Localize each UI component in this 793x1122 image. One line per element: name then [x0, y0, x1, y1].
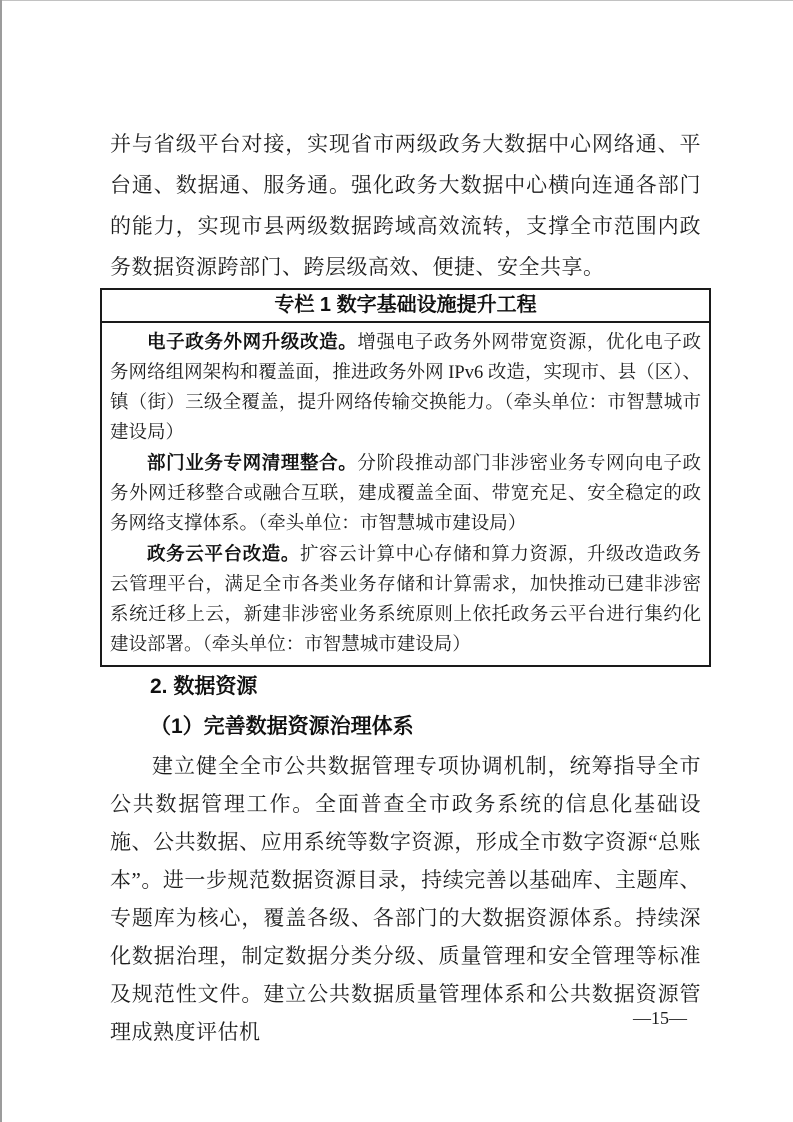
panel-item-text: 扩容云计算中心存储和算力资源，升级改造政务云管理平台，满足全市各类业务存储和计算需求，加快推动已建非涉密系统迁移上云，新建非涉密业务系统原则上依托政务云平台进行集约化建设部署。（牵头单位：市智慧城市建设局） [110, 545, 701, 655]
panel-item [110, 327, 701, 448]
panel-item [110, 539, 701, 660]
page-content [110, 124, 701, 1051]
highlight-box [100, 288, 711, 667]
panel-item-lead: 电子政务外网升级改造。 [147, 331, 358, 352]
page-number: —15— [633, 1008, 687, 1028]
highlight-box-title: 专栏 1 数字基础设施提升工程 [102, 290, 709, 323]
highlight-box-body [102, 323, 709, 665]
section-paragraph: 建立健全全市公共数据管理专项协调机制，统筹指导全市公共数据管理工作。全面普查全市政务系统的信息化基础设施、公共数据、应用系统等数字资源，形成全市数字资源“总账本”。进一步规范数据资源目录，持续完善以基础库、主题库、专题库为核心，覆盖各级、各部门的大数据资源体系。持续深化数据治理，制定数据分类分级、质量管理和安全管理等标准及规范性文件。建立公共数据质量管理体系和公共数据资源管理成熟度评估机 [110, 754, 701, 1044]
panel-item-text: 分阶段推动部门非涉密业务专网向电子政务外网迁移整合或融合互联，建成覆盖全面、带宽充足、安全稳定的政务网络支撑体系。（牵头单位：市智慧城市建设局） [110, 454, 701, 534]
panel-item [110, 448, 701, 539]
heading-level3: 2. 数据资源 [150, 675, 258, 698]
panel-item-lead: 部门业务专网清理整合。 [147, 452, 358, 473]
panel-item-lead: 政务云平台改造。 [147, 543, 300, 564]
panel-item-text: 增强电子政务外网带宽资源，优化电子政务网络组网架构和覆盖面，推进政务外网 IPv6 改造，实现市、县（区）、镇（街）三级全覆盖，提升网络传输交换能力。（牵头单位：市智慧城市建设局） [110, 333, 701, 443]
heading-level4: （1）完善数据资源治理体系 [150, 715, 414, 738]
intro-paragraph: 并与省级平台对接，实现省市两级政务大数据中心网络通、平台通、数据通、服务通。强化政务大数据中心横向连通各部门的能力，实现市县两级数据跨域高效流转，支撑全市范围内政务数据资源跨部门、跨层级高效、便捷、安全共享。 [110, 132, 701, 279]
